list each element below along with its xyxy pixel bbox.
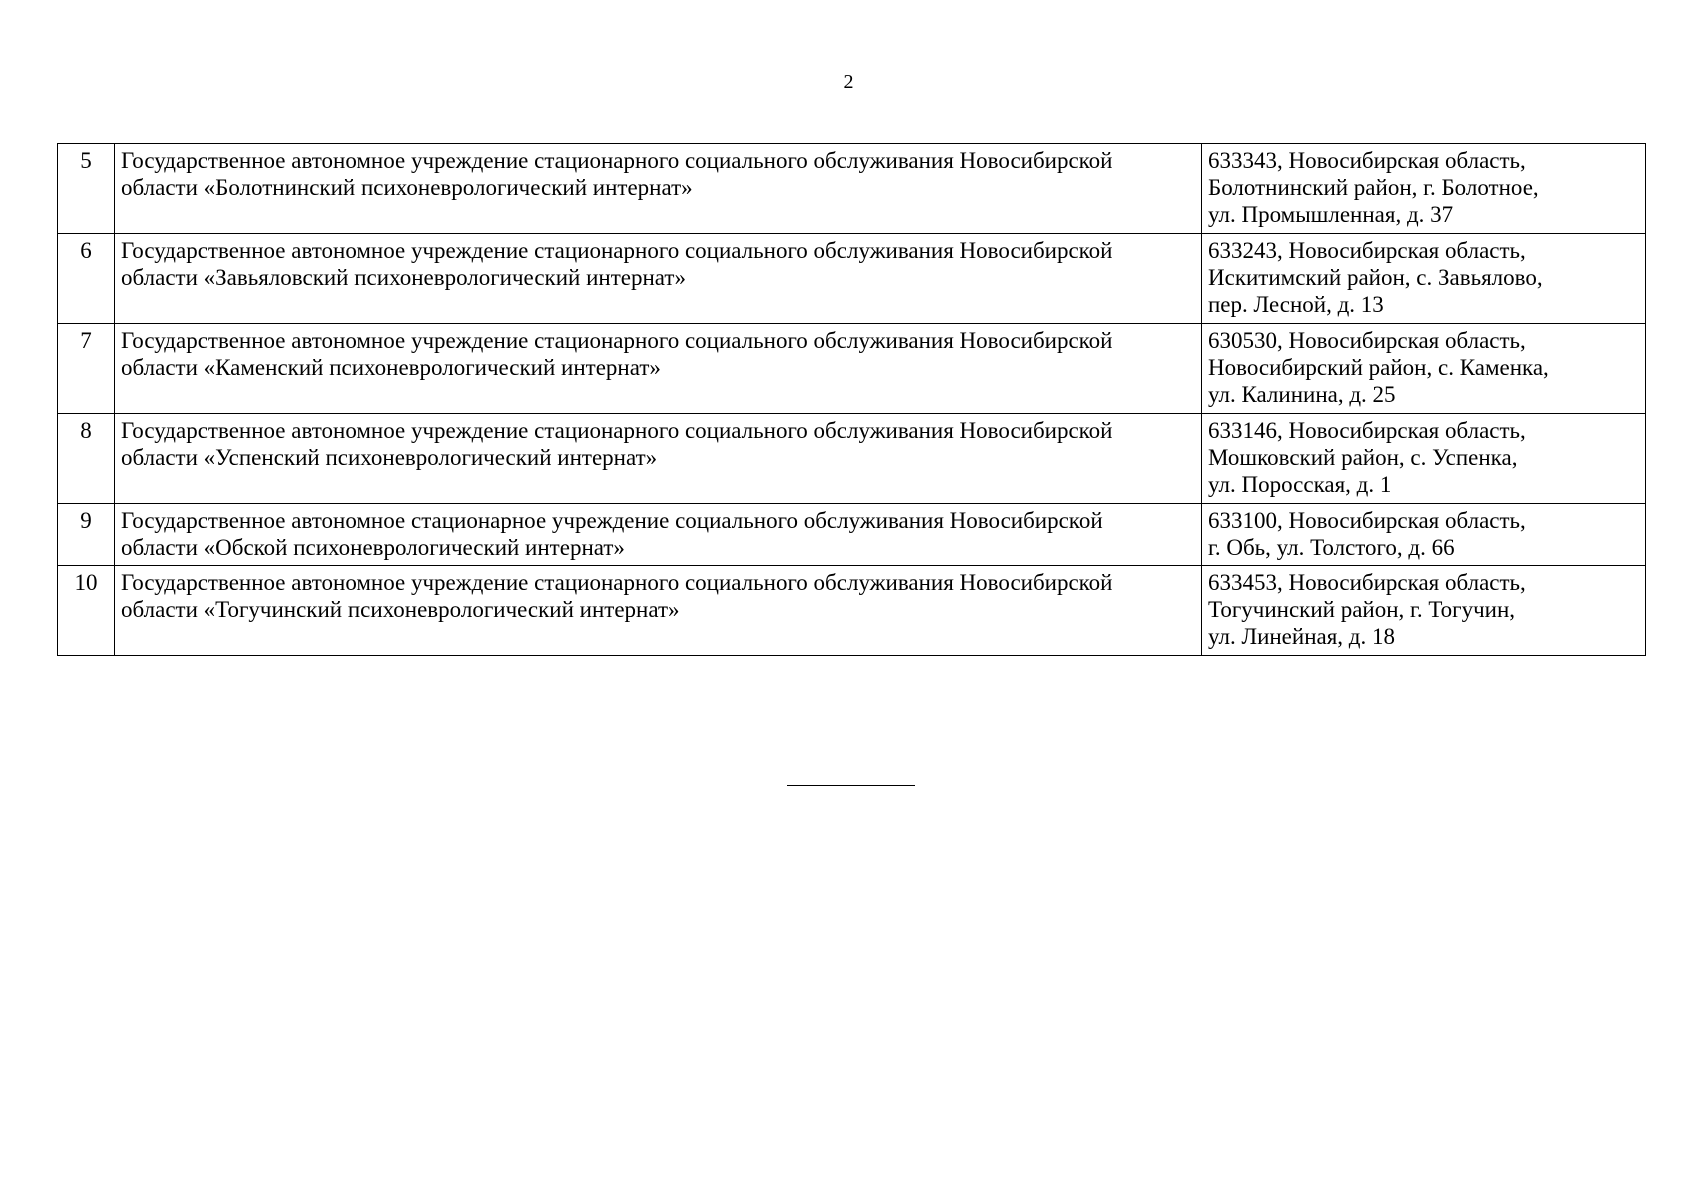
institution-address: [1202, 504, 1646, 566]
institution-name-line: области «Болотнинский психоневрологический интернат»: [121, 175, 693, 200]
table-row: [58, 504, 1646, 566]
row-number: 7: [58, 324, 115, 414]
row-number: 10: [58, 566, 115, 656]
address-line: ул. Линейная, д. 18: [1208, 624, 1395, 649]
table-row: [58, 144, 1646, 234]
address-line: Мошковский район, с. Успенка,: [1208, 445, 1518, 470]
institution-name-line: Государственное автономное учреждение стационарного социального обслуживания Новосибирской: [121, 328, 1113, 353]
address-line: ул. Промышленная, д. 37: [1208, 202, 1454, 227]
address-line: 633453, Новосибирская область,: [1208, 570, 1526, 595]
institution-name-line: области «Каменский психоневрологический интернат»: [121, 355, 661, 380]
table-row: [58, 566, 1646, 656]
address-line: Тогучинский район, г. Тогучин,: [1208, 597, 1516, 622]
institution-name: [115, 414, 1202, 504]
table-row: [58, 234, 1646, 324]
institution-name-line: Государственное автономное учреждение стационарного социального обслуживания Новосибирской: [121, 570, 1113, 595]
institution-address: [1202, 324, 1646, 414]
institution-name-line: области «Обской психоневрологический интернат»: [121, 535, 625, 560]
institution-name-line: области «Тогучинский психоневрологический интернат»: [121, 597, 680, 622]
institution-name-line: Государственное автономное учреждение стационарного социального обслуживания Новосибирской: [121, 418, 1113, 443]
institution-address: [1202, 414, 1646, 504]
address-line: Искитимский район, с. Завьялово,: [1208, 265, 1543, 290]
address-line: ул. Калинина, д. 25: [1208, 382, 1396, 407]
institution-name: [115, 324, 1202, 414]
institution-address: [1202, 144, 1646, 234]
institution-name: [115, 234, 1202, 324]
institutions-table: [57, 143, 1646, 656]
institution-name-line: области «Завьяловский психоневрологический интернат»: [121, 265, 686, 290]
row-number: 9: [58, 504, 115, 566]
address-line: 630530, Новосибирская область,: [1208, 328, 1526, 353]
row-number: 8: [58, 414, 115, 504]
institution-name: [115, 144, 1202, 234]
table-row: [58, 414, 1646, 504]
address-line: ул. Поросская, д. 1: [1208, 472, 1392, 497]
address-line: 633343, Новосибирская область,: [1208, 148, 1526, 173]
row-number: 6: [58, 234, 115, 324]
address-line: 633243, Новосибирская область,: [1208, 238, 1526, 263]
closing-rule: [787, 785, 915, 786]
address-line: Новосибирский район, с. Каменка,: [1208, 355, 1549, 380]
institution-name-line: области «Успенский психоневрологический интернат»: [121, 445, 658, 470]
address-line: г. Обь, ул. Толстого, д. 66: [1208, 535, 1455, 560]
address-line: 633146, Новосибирская область,: [1208, 418, 1526, 443]
address-line: пер. Лесной, д. 13: [1208, 292, 1384, 317]
institution-name: [115, 504, 1202, 566]
institution-name-line: Государственное автономное учреждение стационарного социального обслуживания Новосибирской: [121, 148, 1113, 173]
table-row: [58, 324, 1646, 414]
address-line: 633100, Новосибирская область,: [1208, 508, 1526, 533]
institution-name-line: Государственное автономное стационарное учреждение социального обслуживания Новосибирской: [121, 508, 1103, 533]
institution-address: [1202, 566, 1646, 656]
address-line: Болотнинский район, г. Болотное,: [1208, 175, 1539, 200]
institution-address: [1202, 234, 1646, 324]
institution-name: [115, 566, 1202, 656]
page-number: 2: [843, 71, 854, 93]
institution-name-line: Государственное автономное учреждение стационарного социального обслуживания Новосибирской: [121, 238, 1113, 263]
row-number: 5: [58, 144, 115, 234]
